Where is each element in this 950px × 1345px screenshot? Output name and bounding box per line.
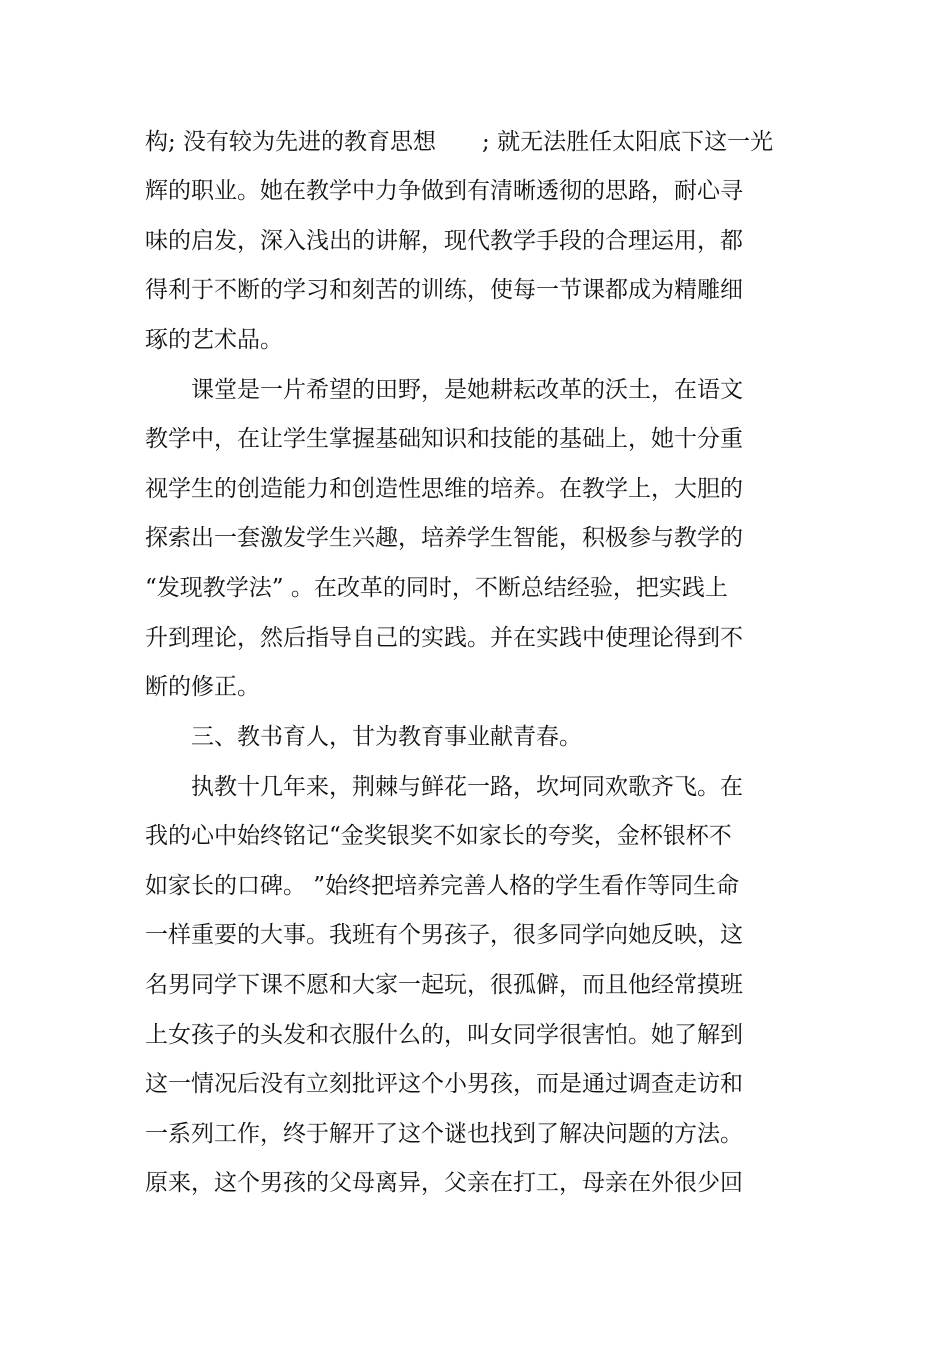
text-line: 教学中，在让学生掌握基础知识和技能的基础上，她十分重 [145,426,743,452]
text-line: 味的启发，深入浅出的讲解，现代教学手段的合理运用，都 [145,228,743,254]
text-line: 我的心中始终铭记“金奖银奖不如家长的夸奖，金杯银杯不 [145,823,732,849]
text-line: 一系列工作，终于解开了这个谜也找到了解决问题的方法。 [145,1121,743,1147]
text-line: 断的修正。 [145,674,260,700]
text-line: 琢的艺术品。 [145,327,283,353]
section-heading: 三、教书育人，甘为教育事业献青春。 [145,724,582,750]
text-line: 这一情况后没有立刻批评这个小男孩，而是通过调查走访和 [145,1071,743,1097]
text-line: 辉的职业。她在教学中力争做到有清晰透彻的思路，耐心寻 [145,178,743,204]
text-line: 一样重要的大事。我班有个男孩子，很多同学向她反映，这 [145,922,743,948]
text-line: 探索出一套激发学生兴趣，培养学生智能，积极参与教学的 [145,525,743,551]
paragraph-start-line: 课堂是一片希望的田野，是她耕耘改革的沃土，在语文 [145,377,743,403]
text-line: 构; 没有较为先进的教育思想 ; 就无法胜任太阳底下这一光 [145,129,774,155]
text-line: “发现教学法” 。在改革的同时，不断总结经验，把实践上 [145,575,728,601]
text-line: 名男同学下课不愿和大家一起玩，很孤僻，而且他经常摸班 [145,972,743,998]
text-line: 上女孩子的头发和衣服什么的，叫女同学很害怕。她了解到 [145,1022,743,1048]
text-line: 视学生的创造能力和创造性思维的培养。在教学上，大胆的 [145,476,743,502]
text-line: 升到理论，然后指导自己的实践。并在实践中使理论得到不 [145,625,743,651]
text-line: 原来，这个男孩的父母离异，父亲在打工，母亲在外很少回 [145,1170,743,1196]
text-line: 如家长的口碑。 ”始终把培养完善人格的学生看作等同生命 [145,873,740,899]
paragraph-start-line: 执教十几年来，荆棘与鲜花一路，坎坷同欢歌齐飞。在 [145,774,743,800]
text-line: 得利于不断的学习和刻苦的训练，使每一节课都成为精雕细 [145,277,743,303]
